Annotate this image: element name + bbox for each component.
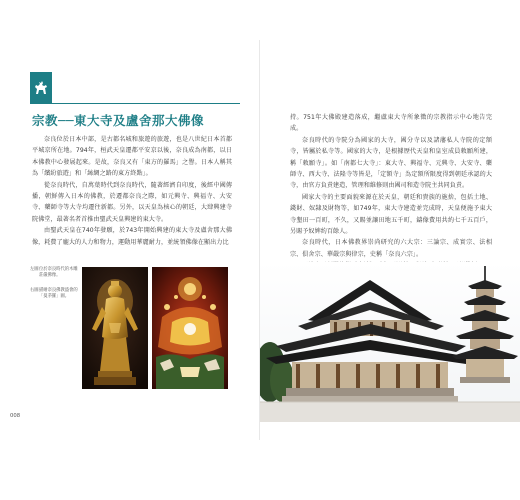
- paragraph: 奈良位於日本中部，是古都名城和旅遊的旅遊，也是八世紀日本首都平城京所在地。794年，桓武天皇遷都平安京以後，奈良成為南都，以日本佛教中心發展起來。是故，奈良又有「東方的羅馬」之譽。日本人稱其為「繽紛旅遊」和「絲綢之路的東方終點」。: [32, 136, 232, 178]
- caption-left: [30, 267, 80, 280]
- title-rule: [30, 103, 240, 104]
- caption-tag: 右圖: [30, 287, 39, 293]
- right-body-text: [290, 112, 492, 272]
- page-number: 008: [10, 413, 21, 419]
- left-body-text: [32, 134, 232, 248]
- paragraph: 奈良時代的寺院分為國家的大寺，國分寺以及諸藩私人寺院的定額寺，皆屬於私寺等。國家的大寺，是根據歷代天皇和皇室成員敕願所建，稱「敕願寺」。如「南都七大寺」：東大寺、興福寺、元興寺、大安寺、藥師寺、西大寺、法隆寺等皆是，「定額寺」為定額所限度得到朝廷承認的大寺，由官方負責建造，管理和維修則由國司和造寺院主共同負責。: [290, 136, 492, 190]
- paragraph: 國家大寺的主要面貌來源在於天皇，朝廷和貴族的施捨，包括土地、錢財、奴隸及財物等，如749年，東大寺建造並完成時，天皇便施予東大寺墾田一百町，不久，又賜並讓田地五千町，鑄像費用共約七千五百戶，另賜予奴婢約百餘人。: [290, 193, 492, 236]
- caption-tag: 左圖: [30, 267, 39, 272]
- temple-photo: [260, 262, 520, 422]
- chapter-logo-icon: [30, 72, 52, 104]
- paragraph: 持。751年大佛殿建造落成，繼盧東大寺所象徵的宗教指示中心地告完成。: [290, 114, 492, 133]
- photo-captions: [30, 267, 80, 391]
- caption-text: 描繪奈良佛教盛會的「曼荼羅」圖。: [39, 287, 78, 300]
- paragraph: 由聖武天皇在740年發願，於743年開始興建的東大寺及盧舍那大佛像，耗費了龐大的人力和物力，運動用華麗耐力，並統領佛像在顯出力比: [32, 227, 232, 246]
- mandala-painting-photo: [152, 267, 228, 389]
- chapter-title: 宗教──東大寺及盧舍那大佛像: [32, 113, 205, 128]
- right-page: [260, 0, 520, 500]
- caption-text: 位於奈良時代的木雕莊嚴佛像。: [39, 267, 78, 279]
- deer-icon: [32, 79, 50, 97]
- caption-right: [30, 288, 80, 301]
- paragraph: 從奈良時代，自萬葉時代到奈良時代，隨著經濟自印度，後經中國傳播，朝鮮傳入日本的佛教，於遷都奈良之際，如元興寺、興福寺、大安寺、藥師寺等大寺均遷往新都。另外，以天皇為核心的朝廷，大肆興建寺院佛堂，最著名者首推由聖武天皇興建的東大寺。: [32, 181, 232, 223]
- paragraph: 奈良時代，日本佛教界崇尚研究的六大宗：三論宗、成實宗、法相宗、俱舍宗、華嚴宗與律宗，史稱「奈良六宗」。: [290, 239, 492, 258]
- buddha-statue-photo: [82, 267, 148, 389]
